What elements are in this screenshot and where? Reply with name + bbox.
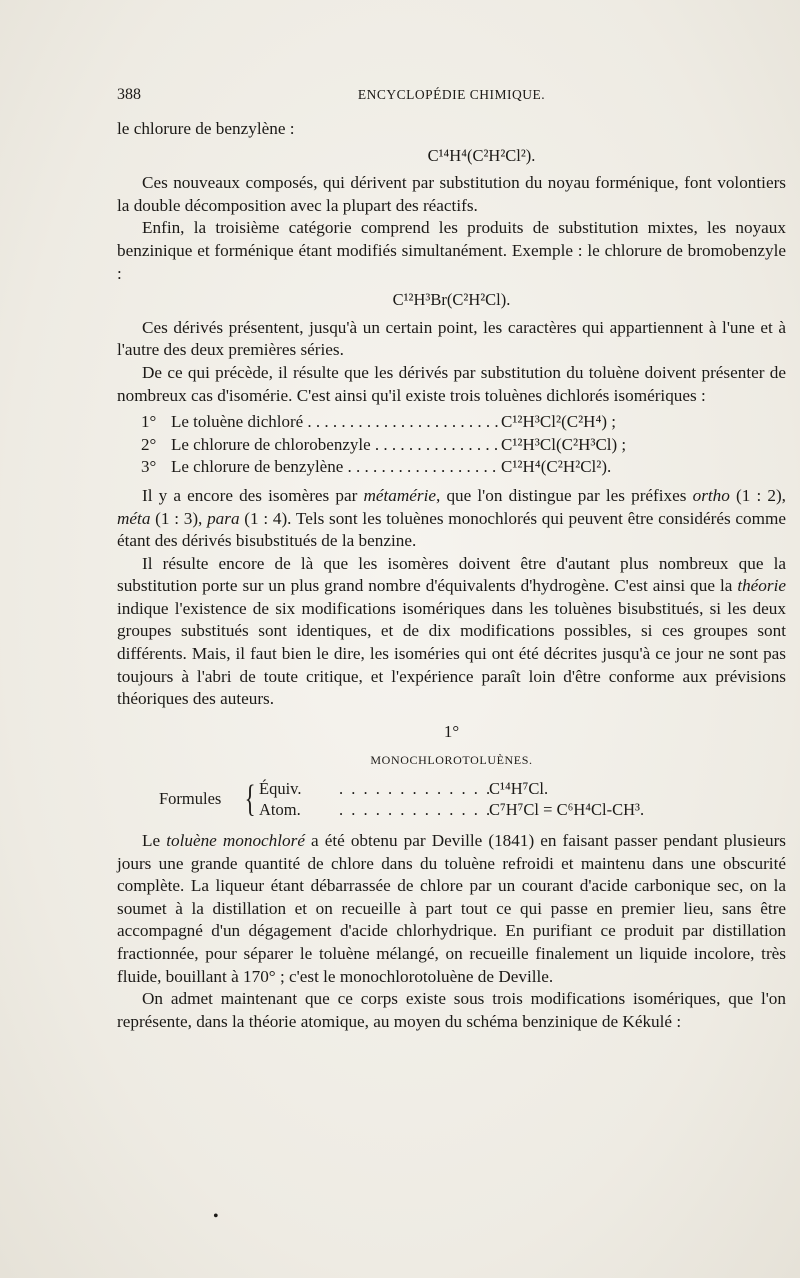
formulas-label: Formules xyxy=(159,788,222,808)
running-title: ENCYCLOPÉDIE CHIMIQUE. xyxy=(357,87,546,102)
list-label: Le chlorure de chlorobenzyle . . . xyxy=(171,434,501,457)
formula-key: Atom. xyxy=(259,800,301,820)
leader-dots xyxy=(339,778,489,799)
text-run: (1 : 4). Tels sont les toluènes monochlorés qui peuvent être considérés comme étant des dérivés bisubstitués de la benzine. xyxy=(117,508,786,551)
list-item xyxy=(117,411,786,434)
list-number: 2° xyxy=(141,434,157,454)
formula-key: Équiv. xyxy=(259,779,302,799)
brace-icon: { xyxy=(244,778,256,821)
formula-row-equiv xyxy=(259,778,644,799)
text-run: (1 : 2), xyxy=(729,485,786,505)
section-number: 1° xyxy=(443,721,460,741)
text-run: Le xyxy=(142,831,167,851)
section-title: MONOCHLOROTOLUÈNES. xyxy=(370,753,533,768)
text-run: a été obtenu par Deville (1841) en faisant passer pendant plusieurs jours une grande quantité de chlore dans du toluène refroidi et maintenu dans une obscurité complète. La liqueur étant débarrassée de chlore par un courant d'acide carbonique sec, on la soumet à la distillation et on recueille à part tout ce qui passe en premier lieu, sans être accompagné d'un dégagement d'acide chlorhydrique. En purifiant ce produit par distillation fractionnée, pour séparer le toluène mélangé, on recueille finalement un liquide incolore, très fluide, bouillant à 170° ; c'est le monochlorotoluène de Deville. xyxy=(117,831,786,986)
paragraph: Enfin, la troisième catégorie comprend les produits de substitution mixtes, les noyaux benzinique et forménique étant modifiés simultanément. Exemple : le chlorure de bromobenzyle : xyxy=(117,218,786,283)
page-body xyxy=(117,118,786,1033)
formulas-rows xyxy=(259,778,644,820)
italic-term: para xyxy=(207,508,240,528)
list-label: Le chlorure de benzylène . . . xyxy=(171,456,501,479)
formula-row-atom xyxy=(259,799,644,820)
paragraph-metamerie xyxy=(117,485,786,553)
list-item xyxy=(117,434,786,457)
text-run: , que l'on distingue par les préfixes xyxy=(436,485,693,505)
paragraph: De ce qui précède, il résulte que les dérivés par substitution du toluène doivent présenter de nombreux cas d'isomérie. C'est ainsi qu'il existe trois toluènes dichlorés isomériques : xyxy=(117,362,786,405)
page-number: 388 xyxy=(117,86,141,103)
list-label: Le toluène dichloré . . . xyxy=(171,411,501,434)
formula-value: C¹⁴H⁷Cl. xyxy=(489,779,549,799)
list-formula: C¹²H³Cl²(C²H⁴) ; xyxy=(501,412,616,432)
list-formula: C¹²H⁴(C²H²Cl²). xyxy=(501,457,612,477)
italic-term: ortho xyxy=(692,485,730,505)
stray-mark: • xyxy=(213,1208,219,1225)
italic-term: toluène monochloré xyxy=(166,831,305,851)
list-item xyxy=(117,456,786,479)
list-formula: C¹²H³Cl(C²H³Cl) ; xyxy=(501,434,627,454)
text-run: (1 : 3), xyxy=(150,508,208,528)
paragraph: Ces dérivés présentent, jusqu'à un certain point, les caractères qui appartiennent à l'une et à l'autre des deux premières séries. xyxy=(117,317,786,360)
text-run: indique l'existence de six modifications isomériques dans les toluènes bisubstitués, si les deux groupes substitués sont identiques, et de dix modifications possibles, si ces groupes sont différents. Mais, il faut bien le dire, les isoméries qui ont été décrites jusqu'à ce jour ne sont pas toujours à l'abri de toute critique, et l'expérience paraît loin d'être conforme aux prévisions théoriques des auteurs. xyxy=(117,598,786,709)
formulas-block xyxy=(117,778,786,820)
paragraph-theorie xyxy=(117,553,786,711)
paragraph-deville xyxy=(117,830,786,988)
text-run: Il résulte encore de là que les isomères doivent être d'autant plus nombreux que la substitution porte sur un plus grand nombre d'équivalents d'hydrogène. C'est ainsi que la xyxy=(117,553,786,596)
intro-line: le chlorure de benzylène : xyxy=(117,119,295,138)
formula-bromobenzyl-chloride: C¹²H³Br(C²H²Cl). xyxy=(392,290,511,310)
paragraph: On admet maintenant que ce corps existe sous trois modifications isomériques, que l'on représente, dans la théorie atomique, au moyen du schéma benzinique de Kékulé : xyxy=(117,989,786,1031)
paragraph: Ces nouveaux composés, qui dérivent par substitution du noyau forménique, font volontiers la double décomposition avec la plupart des réactifs. xyxy=(117,173,786,215)
formula-benzylene-chloride: C¹⁴H⁴(C²H²Cl²). xyxy=(427,145,536,165)
list-number: 1° xyxy=(141,412,157,432)
text-run: Il y a encore des isomères par xyxy=(142,485,364,505)
italic-term: théorie xyxy=(737,576,786,596)
list-number: 3° xyxy=(141,457,157,477)
italic-term: méta xyxy=(117,508,151,528)
italic-term: métamérie xyxy=(363,485,437,505)
formula-value: C⁷H⁷Cl = C⁶H⁴Cl-CH³. xyxy=(489,800,645,820)
isomer-list xyxy=(117,411,786,479)
leader-dots xyxy=(339,799,489,820)
page-header xyxy=(117,86,786,108)
